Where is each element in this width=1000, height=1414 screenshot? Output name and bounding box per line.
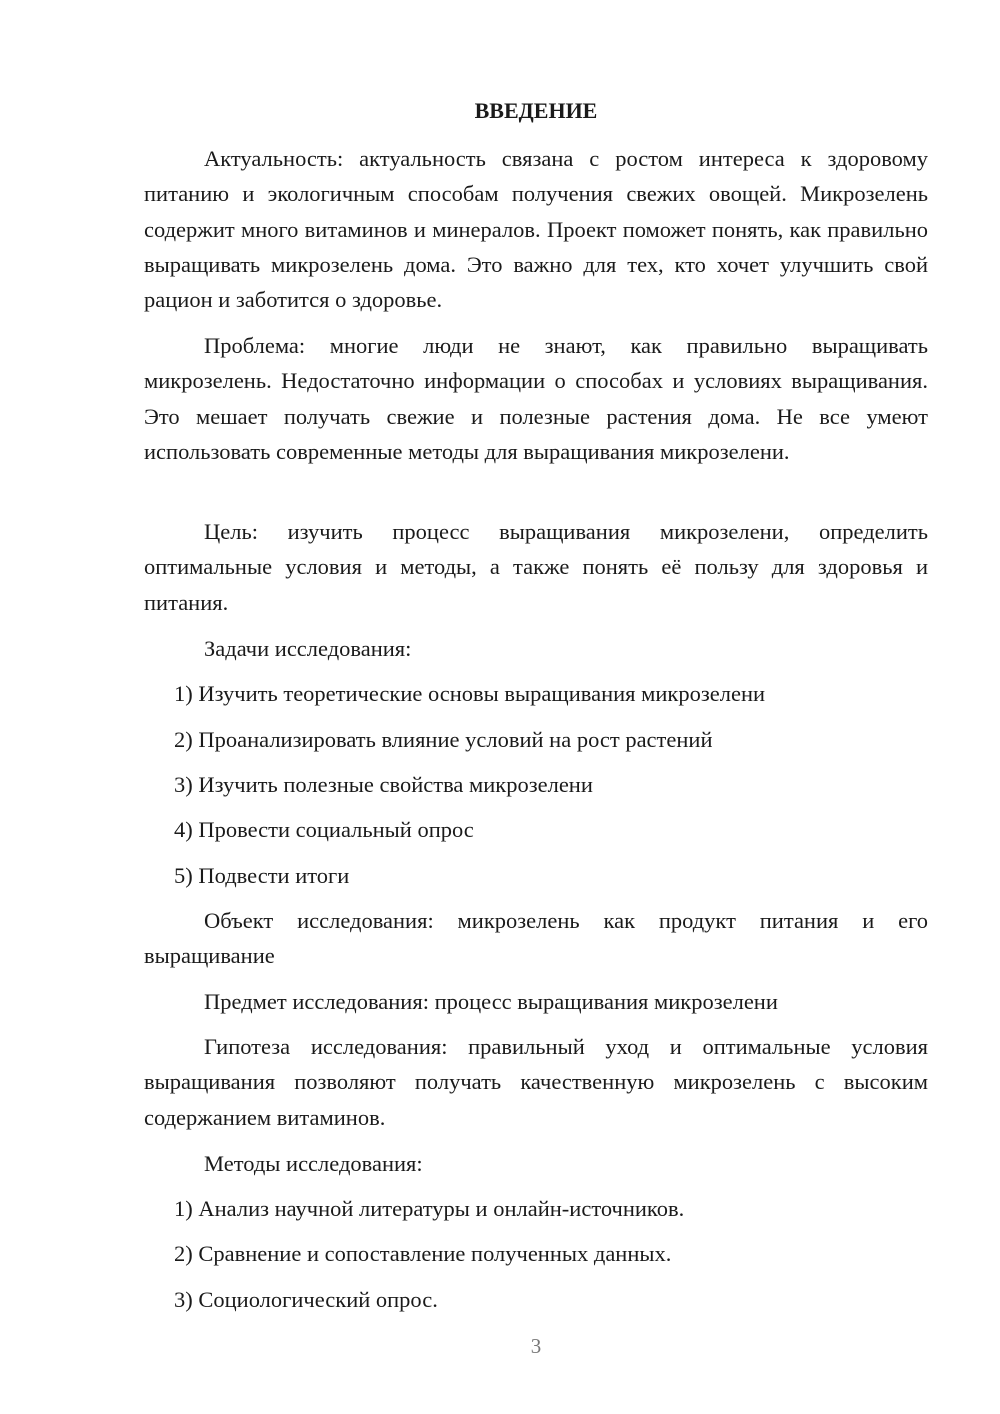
relevance-paragraph: Актуальность: актуальность связана с ростом интереса к здоровому питанию и экологичным способам получения свежих овощей. Микрозелень содержит много витаминов и минералов. Проект поможет понять, как правильно выращивать микрозелень дома. Это важно для тех, кто хочет улучшить свой рацион и заботится о здоровье. bbox=[144, 146, 928, 313]
object-paragraph: Объект исследования: микрозелень как продукт питания и его выращивание bbox=[144, 908, 928, 969]
problem-paragraph: Проблема: многие люди не знают, как правильно выращивать микрозелень. Недостаточно информации о способах и условиях выращивания. Это мешает получать свежие и полезные растения дома. Не все умеют использовать современные методы для выращивания микрозелени. bbox=[144, 333, 928, 464]
goal-paragraph: Цель: изучить процесс выращивания микрозелени, определить оптимальные условия и методы, а также понять её пользу для здоровья и питания. bbox=[144, 519, 928, 615]
page-number: 3 bbox=[530, 1334, 542, 1358]
task-item: 2) Проанализировать влияние условий на рост растений bbox=[174, 727, 713, 752]
hypothesis-paragraph: Гипотеза исследования: правильный уход и оптимальные условия выращивания позволяют получать качественную микрозелень с высоким содержанием витаминов. bbox=[144, 1034, 928, 1130]
task-item: 5) Подвести итоги bbox=[174, 863, 350, 888]
method-item: 3) Социологический опрос. bbox=[174, 1287, 438, 1312]
tasks-heading: Задачи исследования: bbox=[204, 636, 412, 661]
method-item: 2) Сравнение и сопоставление полученных данных. bbox=[174, 1241, 672, 1266]
task-item: 4) Провести социальный опрос bbox=[174, 817, 474, 842]
methods-heading: Методы исследования: bbox=[204, 1151, 423, 1176]
task-item: 3) Изучить полезные свойства микрозелени bbox=[174, 772, 593, 797]
section-title: ВВЕДЕНИЕ bbox=[474, 98, 598, 123]
method-item: 1) Анализ научной литературы и онлайн-источников. bbox=[174, 1196, 685, 1221]
subject-paragraph: Предмет исследования: процесс выращивания микрозелени bbox=[204, 989, 778, 1014]
task-item: 1) Изучить теоретические основы выращивания микрозелени bbox=[174, 681, 766, 706]
